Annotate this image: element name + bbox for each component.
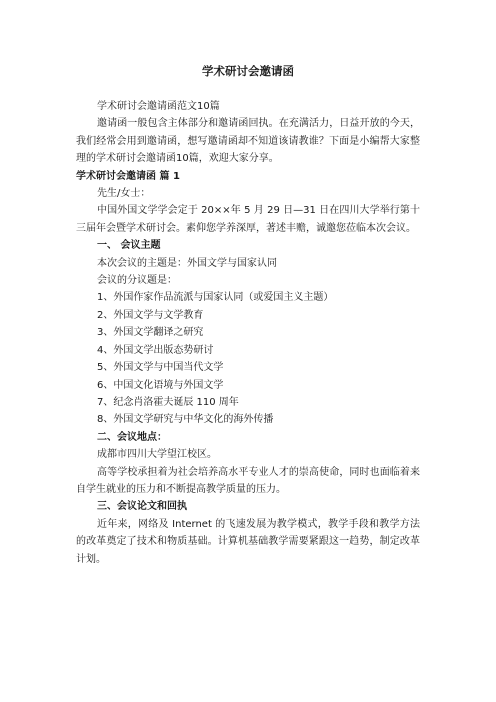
pressure-paragraph: 高等学校承担着为社会培养高水平专业人才的崇高使命，同时也面临着来自学生就业的压力和不断提高教学质量的压力。 (76, 466, 420, 495)
heading-meeting-location: 二、会议地点： (97, 431, 167, 443)
list-item: 5、外国文学与中国当代文学 (97, 362, 224, 374)
salutation: 先生/女士： (97, 188, 151, 200)
list-item: 3、外国文学翻译之研究 (97, 327, 204, 339)
list-item: 1、外国作家作品流派与国家认同（或爱国主义主题） (97, 292, 334, 304)
section-title: 学术研讨会邀请函 篇 1 (76, 170, 180, 182)
list-item: 8、外国文学研究与中华文化的海外传播 (97, 414, 274, 426)
opening-paragraph: 中国外国文学学会定于 20××年 5 月 29 日—31 日在四川大学举行第十三届年会暨学术研讨会。素仰您学养深厚，著述丰赡，诚邀您莅临本次会议。 (76, 205, 420, 234)
list-item: 4、外国文学出版态势研讨 (97, 344, 214, 356)
document-title: 学术研讨会邀请函 (202, 64, 294, 78)
list-item: 2、外国文学与文学教育 (97, 309, 204, 321)
heading-meeting-theme: 一、 会议主题 (97, 240, 161, 252)
heading-papers-receipt: 三、会议论文和回执 (97, 501, 187, 513)
theme-text: 本次会议的主题是：外国文学与国家认同 (97, 257, 277, 269)
list-item: 7、纪念肖洛霍夫诞辰 110 周年 (97, 396, 239, 408)
list-item: 6、中国文化语境与外国文学 (97, 379, 224, 391)
intro-subtitle: 学术研讨会邀请函范文10篇 (97, 101, 220, 112)
intro-paragraph: 邀请函一般包含主体部分和邀请函回执。在充满活力，日益开放的今天，我们经常会用到邀请函，想写邀请函却不知道该请教谁？下面是小编帮大家整理的学术研讨会邀请函10篇，欢迎大家分享。 (76, 118, 420, 165)
subtopics-list (76, 289, 420, 428)
subtopics-label: 会议的分议题是： (97, 275, 177, 287)
internet-paragraph: 近年来，网络及 Internet 的飞速发展为教学模式，教学手段和教学方法的改革奠定了技术和物质基础。计算机基础教学需要紧跟这一趋势，制定改革计划。 (76, 518, 420, 565)
location-text: 成都市四川大学望江校区。 (97, 449, 217, 461)
